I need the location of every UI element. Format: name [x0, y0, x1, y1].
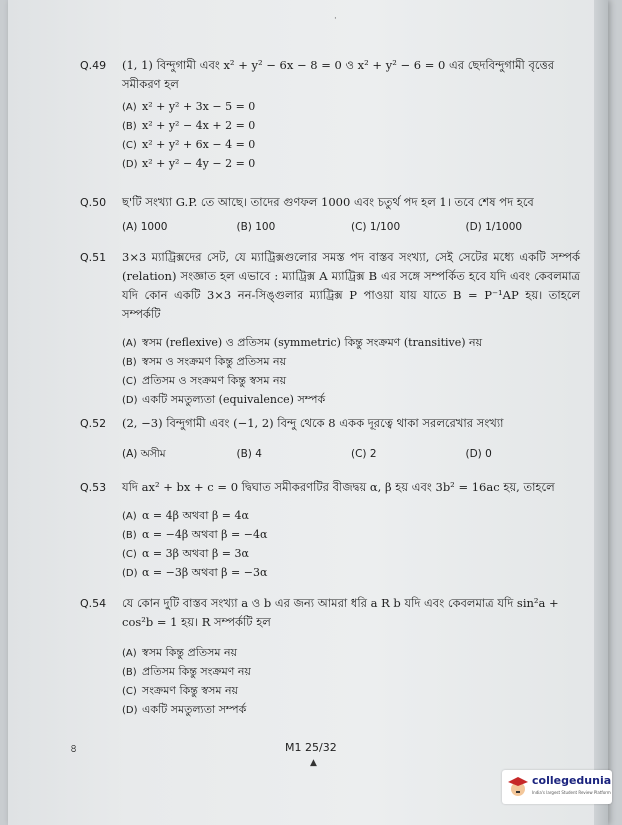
question-text: 3×3 ম্যাট্রিক্সদের সেট, যে ম্যাট্রিক্সগুলোর সমস্ত পদ বাস্তব সংখ্যা, সেই সেটের মধ্যে একটি সম্পর্ক (relation) সংজ্ঞাত হল এভাবে : ম্যাট্রিক্স A ম্যাট্রিক্স B এর সঙ্গে সম্পর্কিত হবে যদি এবং কেবলমাত্র যদি কোন একটি 3×3 নন-সিঙ্গুলার ম্যাট্রিক্স P পাওয়া যায় যাতে B = P⁻¹AP হয়। তাহলে সম্পর্কটি [122, 250, 580, 321]
logo-tagline: India's largest Student Review Platform [532, 790, 611, 795]
collegedunia-logo [502, 770, 612, 804]
options-list [122, 507, 580, 583]
options-row [122, 445, 580, 464]
option-d: (D) একটি সমতুল্যতা (equivalence) সম্পর্ক [122, 393, 326, 406]
option-b: (B) স্বসম ও সংক্রমণ কিন্তু প্রতিসম নয় [122, 355, 287, 368]
option-b: (B) প্রতিসম কিন্তু সংক্রমণ নয় [122, 665, 251, 678]
options-list [122, 98, 580, 174]
question-text: ছ'টি সংখ্যা G.P. তে আছে। তাদের গুণফল 1000 এবং চতুর্থ পদ হল 1। তবে শেষ পদ হবে [122, 195, 534, 209]
mark-icon: · [334, 14, 337, 24]
question-51 [80, 248, 580, 410]
option-d: (D) x² + y² − 4y − 2 = 0 [122, 157, 256, 170]
option-b: (B) 100 [236, 221, 276, 233]
option-b: (B) 4 [236, 448, 262, 460]
question-number: Q.52 [80, 417, 107, 430]
question-52 [80, 414, 580, 464]
question-text: যদি ax² + bx + c = 0 দ্বিঘাত সমীকরণটির বীজদ্বয় α, β হয় এবং 3b² = 16ac হয়, তাহলে [122, 480, 555, 494]
option-b: (B) x² + y² − 4x + 2 = 0 [122, 119, 256, 132]
option-a: (A) স্বসম কিন্তু প্রতিসম নয় [122, 646, 238, 659]
option-a: (A) স্বসম (reflexive) ও প্রতিসম (symmetric) কিন্তু সংক্রমণ (transitive) নয় [122, 336, 483, 349]
exam-page [8, 0, 608, 825]
question-number: Q.49 [80, 59, 107, 72]
option-b: (B) α = −4β অথবা β = −4α [122, 528, 268, 541]
page-digit: ৪ [70, 742, 78, 755]
options-row [122, 218, 580, 237]
option-c: (C) 1/100 [351, 221, 401, 233]
question-number: Q.54 [80, 597, 107, 610]
logo-name: collegedunia [532, 774, 612, 787]
option-c: (C) 2 [351, 448, 377, 460]
question-text: যে কোন দুটি বাস্তব সংখ্যা a ও b এর জন্য আমরা ধরি a R b যদি এবং কেবলমাত্র যদি sin²a + cos²b = 1 হয়। R সম্পর্কটি হল [122, 596, 559, 629]
graduate-icon [506, 774, 530, 798]
question-number: Q.51 [80, 251, 107, 264]
option-c: (C) সংক্রমণ কিন্তু স্বসম নয় [122, 684, 238, 697]
question-50 [80, 193, 580, 237]
option-c: (C) প্রতিসম ও সংক্রমণ কিন্তু স্বসম নয় [122, 374, 287, 387]
options-list [122, 334, 580, 410]
option-a: (A) x² + y² + 3x − 5 = 0 [122, 100, 256, 113]
question-number: Q.53 [80, 481, 107, 494]
question-text: (1, 1) বিন্দুগামী এবং x² + y² − 6x − 8 = 0 ও x² + y² − 6 = 0 এর ছেদবিন্দুগামী বৃত্তের সমীকরণ হল [122, 58, 555, 91]
option-d: (D) 1/1000 [465, 221, 523, 233]
option-a: (A) 1000 [122, 221, 168, 233]
option-d: (D) একটি সমতুল্যতা সম্পর্ক [122, 703, 247, 716]
question-text: (2, −3) বিন্দুগামী এবং (−1, 2) বিন্দু থেকে 8 একক দূরত্বে থাকা সরলরেখার সংখ্যা [122, 416, 504, 430]
options-list [122, 644, 580, 720]
question-53 [80, 478, 580, 583]
option-d: (D) α = −3β অথবা β = −3α [122, 566, 268, 579]
option-a: (A) α = 4β অথবা β = 4α [122, 509, 249, 522]
mark-icon: ▲ [310, 758, 317, 768]
option-d: (D) 0 [465, 448, 492, 460]
question-54 [80, 594, 580, 720]
option-a: (A) অসীম [122, 448, 166, 460]
question-number: Q.50 [80, 196, 107, 209]
question-49 [80, 56, 580, 174]
option-c: (C) α = 3β অথবা β = 3α [122, 547, 249, 560]
option-c: (C) x² + y² + 6x − 4 = 0 [122, 138, 256, 151]
page-code: M1 25/32 [285, 741, 337, 754]
page-edge [594, 0, 608, 825]
